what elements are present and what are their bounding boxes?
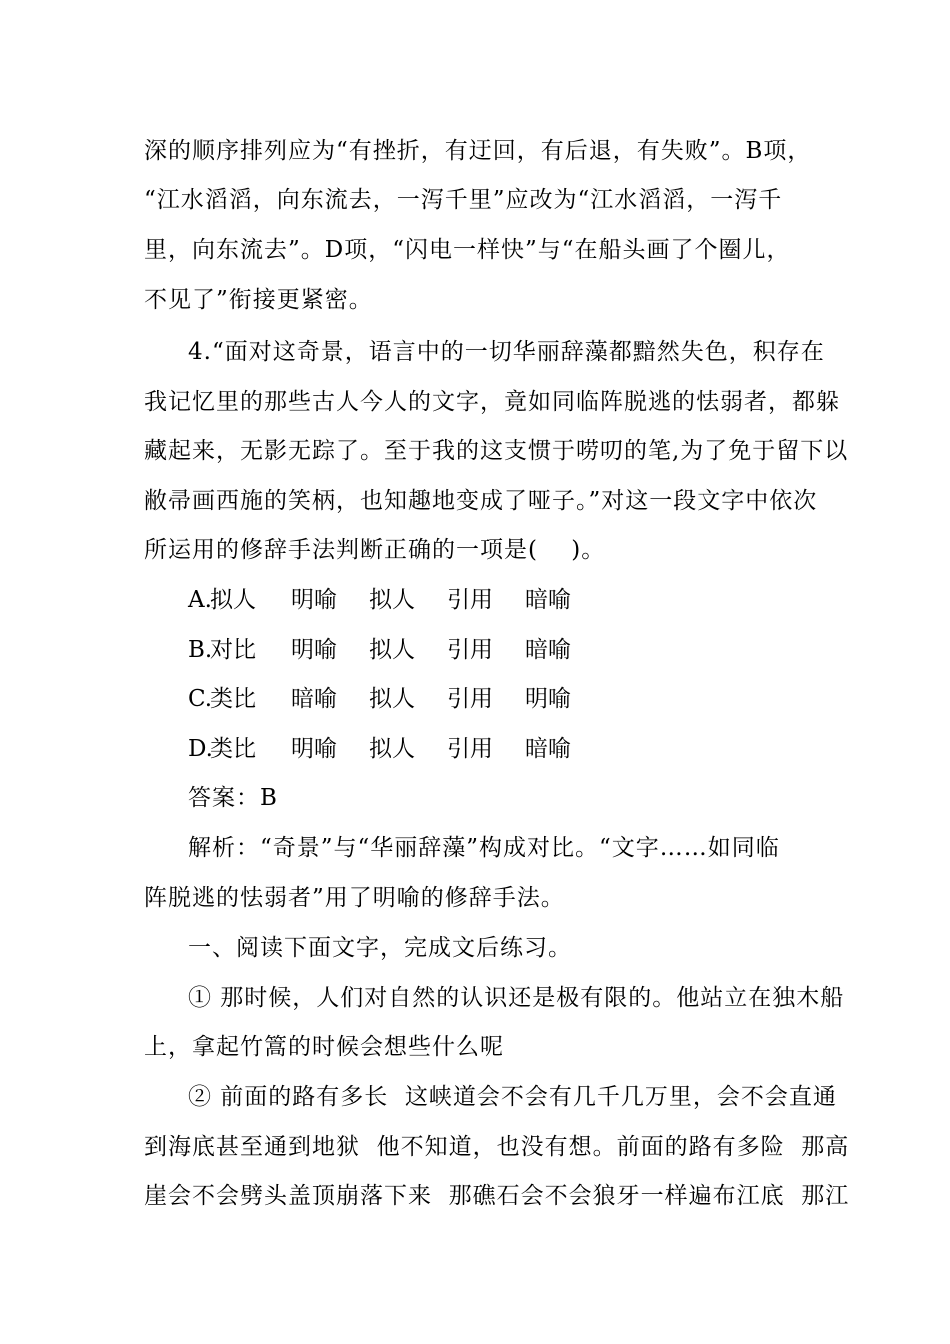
question-4-line: 敝帚画西施的笑柄，也知趣地变成了哑子。”对这一段文字中依次 <box>144 488 818 514</box>
reading-line: ① 那时候，人们对自然的认识还是极有限的。他站立在独木船 <box>188 985 845 1011</box>
option-item: 引用 <box>447 736 493 762</box>
option-item: 明喻 <box>291 637 337 663</box>
option-item: 拟人 <box>369 686 415 712</box>
option-item: 明喻 <box>291 736 337 762</box>
question-4-line: 藏起来，无影无踪了。至于我的这支惯于唠叨的笔,为了免于留下以 <box>144 438 849 464</box>
text-line: 里，向东流去”。D项，“闪电一样快”与“在船头画了个圈儿， <box>144 237 791 263</box>
option-item: 拟人 <box>369 736 415 762</box>
question-4-line: 所运用的修辞手法判断正确的一项是( )。 <box>144 537 606 563</box>
text-line: “江水滔滔，向东流去，一泻千里”应改为“江水滔滔，一泻千 <box>144 187 783 213</box>
option-item: 类比 <box>210 686 256 712</box>
text-line: 深的顺序排列应为“有挫折，有迂回，有后退，有失败”。B项， <box>144 138 812 164</box>
option-item: 暗喻 <box>525 736 571 762</box>
option-key: B. <box>188 637 213 663</box>
question-4-line: 4.“面对这奇景，语言中的一切华丽辞藻都黯然失色，积存在 <box>188 339 825 365</box>
question-4-line: 我记忆里的那些古人今人的文字，竟如同临阵脱逃的怯弱者，都躲 <box>144 389 840 415</box>
option-key: D. <box>188 736 213 762</box>
option-key: A. <box>188 587 212 613</box>
option-item: 类比 <box>210 736 256 762</box>
option-item: 明喻 <box>291 587 337 613</box>
option-item: 引用 <box>447 637 493 663</box>
analysis-line: 解析：“奇景”与“华丽辞藻”构成对比。“文字……如同临 <box>188 835 780 861</box>
option-item: 引用 <box>447 587 493 613</box>
option-key: C. <box>188 686 213 712</box>
option-item: 暗喻 <box>291 686 337 712</box>
reading-line: ② 前面的路有多长 这峡道会不会有几千几万里，会不会直通 <box>188 1084 837 1110</box>
reading-line: 上，拿起竹篙的时候会想些什么呢 <box>144 1034 504 1060</box>
reading-line: 崖会不会劈头盖顶崩落下来 那礁石会不会狼牙一样遍布江底 那江 <box>144 1183 850 1209</box>
text-line: 不见了”衔接更紧密。 <box>144 287 373 313</box>
option-item: 对比 <box>210 637 256 663</box>
option-item: 暗喻 <box>525 637 571 663</box>
answer-line: 答案：B <box>188 785 278 811</box>
option-item: 拟人 <box>210 587 256 613</box>
option-item: 暗喻 <box>525 587 571 613</box>
option-item: 拟人 <box>369 637 415 663</box>
reading-line: 到海底甚至通到地狱 他不知道，也没有想。前面的路有多险 那高 <box>144 1134 850 1160</box>
section-heading: 一、阅读下面文字，完成文后练习。 <box>188 935 572 961</box>
option-item: 拟人 <box>369 587 415 613</box>
option-item: 引用 <box>447 686 493 712</box>
analysis-line: 阵脱逃的怯弱者”用了明喻的修辞手法。 <box>144 885 565 911</box>
option-item: 明喻 <box>525 686 571 712</box>
